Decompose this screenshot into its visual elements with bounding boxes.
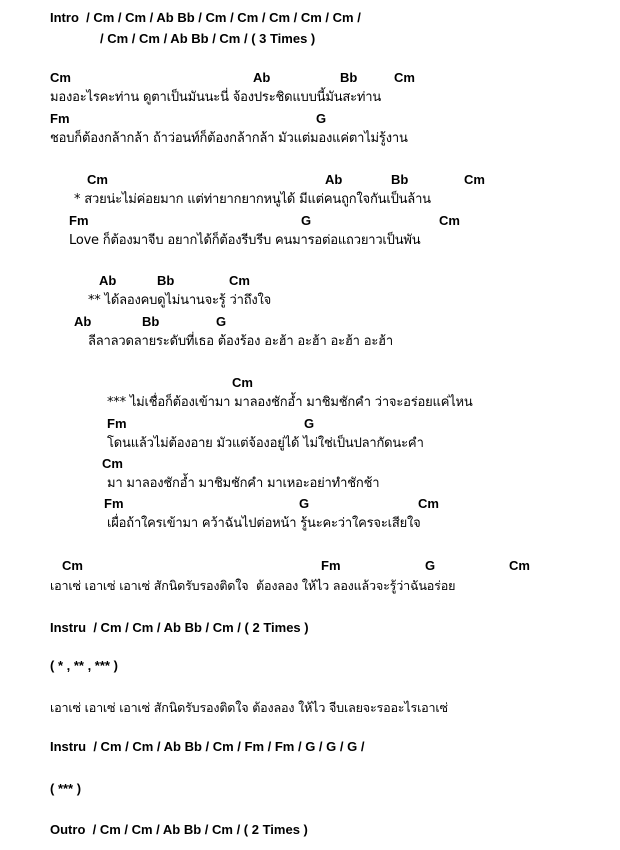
- chord-pc-2a: Ab: [74, 314, 92, 329]
- chord-v2-2b: G: [301, 213, 312, 228]
- lyric-ch-1: *** ไม่เชื่อก็ต้องเข้ามา มาลองชักอ้ำ มาชิมชักคำ ว่าจะอร่อยแค่ไหน: [107, 395, 473, 410]
- lyric-v2-1: * สวยน่ะไม่ค่อยมาก แต่ท่ายากยากหนูได้ มีแต่คนถูกใจกันเป็นล้าน: [74, 192, 431, 207]
- chord-v2-1b: Ab: [325, 172, 343, 187]
- chord-v1-1b: Ab: [253, 70, 271, 85]
- chord-v1-1d: Cm: [394, 70, 415, 85]
- lyric-hk-1: เอาเซ่ เอาเซ่ เอาเซ่ สักนิดรับรองติดใจ ต้องลอง ให้ไว ลองแล้วจะรู้ว่าฉันอร่อย: [50, 578, 456, 593]
- chord-v2-1a: Cm: [87, 172, 108, 187]
- lyric-v2-2: Love ก็ต้องมาจีบ อยากได้ก็ต้องรีบรีบ คนมารอต่อแถวยาวเป็นพัน: [69, 233, 421, 248]
- chord-ch-4a: Fm: [104, 496, 124, 511]
- intro-line-1: Intro / Cm / Cm / Ab Bb / Cm / Cm / Cm / Cm / Cm /: [50, 10, 361, 25]
- chord-pc-1a: Ab: [99, 273, 117, 288]
- chord-ch-4c: Cm: [418, 496, 439, 511]
- chord-ch-4b: G: [299, 496, 310, 511]
- lyric-pc-1: ** ได้ลองคบดูไม่นานจะรู้ ว่าถึงใจ: [88, 293, 272, 308]
- chord-ch-2b: G: [304, 416, 315, 431]
- lyric-ch-2: โดนแล้วไม่ต้องอาย มัวแต่จ้องอยู่ได้ ไม่ใช่เป็นปลากัดนะคำ: [107, 436, 424, 451]
- lyric-ch-4: เผื่อถ้าใครเข้ามา คว้าฉันไปต่อหน้า รู้นะคะว่าใครจะเสียใจ: [107, 516, 421, 531]
- chord-v2-2a: Fm: [69, 213, 89, 228]
- lyric-ch-3: มา มาลองชักอ้ำ มาชิมชักคำ มาเหอะอย่าทำชักช้า: [107, 476, 380, 491]
- lyric-v1-2: ชอบก็ต้องกล้ากล้า ถ้าว่อนท์ก็ต้องกล้ากล้า มัวแต่มองแค่ตาไม่รู้งาน: [50, 131, 408, 146]
- chord-v2-1d: Cm: [464, 172, 485, 187]
- chord-hk-1c: G: [425, 558, 436, 573]
- chord-hk-1b: Fm: [321, 558, 341, 573]
- lyric-pc-2: ลีลาลวดลายระดับที่เธอ ต้องร้อง อะฮ้า อะฮ้า อะฮ้า อะฮ้า: [88, 334, 393, 349]
- chord-v2-2c: Cm: [439, 213, 460, 228]
- chord-v1-1a: Cm: [50, 70, 71, 85]
- outro-line: Outro / Cm / Cm / Ab Bb / Cm / ( 2 Times ): [50, 822, 308, 837]
- repeat-line-2: ( *** ): [50, 781, 82, 796]
- chord-pc-2b: Bb: [142, 314, 160, 329]
- lyric-v1-1: มองอะไรคะท่าน ดูตาเป็นมันนะนี่ จ้องประชิดแบบนี้มันสะท่าน: [50, 90, 382, 105]
- instru-line-2: Instru / Cm / Cm / Ab Bb / Cm / Fm / Fm / G / G / G /: [50, 739, 365, 754]
- chord-v1-1c: Bb: [340, 70, 358, 85]
- chord-v1-2a: Fm: [50, 111, 70, 126]
- instru-line-1: Instru / Cm / Cm / Ab Bb / Cm / ( 2 Times ): [50, 620, 309, 635]
- chord-v1-2b: G: [316, 111, 327, 126]
- chord-ch-3a: Cm: [102, 456, 123, 471]
- chord-pc-1c: Cm: [229, 273, 250, 288]
- chord-ch-1a: Cm: [232, 375, 253, 390]
- lyric-hk-2: เอาเซ่ เอาเซ่ เอาเซ่ สักนิดรับรองติดใจ ต้องลอง ให้ไว จีบเลยจะรออะไรเอาเซ่: [50, 700, 448, 715]
- chord-hk-1a: Cm: [62, 558, 83, 573]
- chord-pc-2c: G: [216, 314, 227, 329]
- intro-line-2: / Cm / Cm / Ab Bb / Cm / ( 3 Times ): [100, 31, 316, 46]
- chord-ch-2a: Fm: [107, 416, 127, 431]
- repeat-line-1: ( * , ** , *** ): [50, 658, 118, 673]
- chord-hk-1d: Cm: [509, 558, 530, 573]
- chord-pc-1b: Bb: [157, 273, 175, 288]
- chord-v2-1c: Bb: [391, 172, 409, 187]
